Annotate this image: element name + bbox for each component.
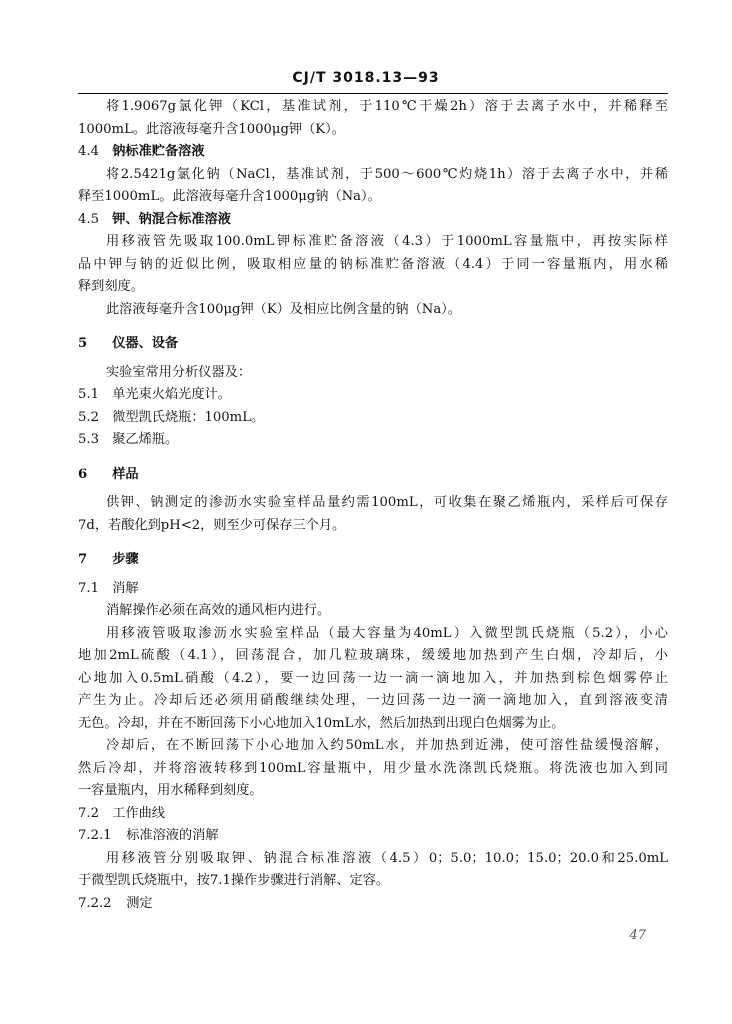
paragraph-line: 将2.5421g氯化钠（NaCl，基准试剂，于500～600℃灼烧1h）溶于去离子水中，并稀 — [106, 166, 668, 182]
item-text: 单光束火焰光度计。 — [112, 387, 231, 402]
paragraph-line: 然后冷却，并将溶液转移到100mL容量瓶中，用少量水洗涤凯氏烧瓶。将洗液也加入到同 — [78, 760, 668, 776]
section-title: 钠标准贮备溶液 — [112, 144, 205, 159]
item-number: 5.3 — [78, 432, 99, 447]
paragraph-line: 地加2mL硫酸（4.1），回荡混合，加几粒玻璃珠，缓缓地加热到产生白烟，冷却后，小 — [78, 648, 668, 663]
paragraph-line: 用移液管先吸取100.0mL钾标准贮备溶液（4.3）于1000mL容量瓶中，再按实际样 — [106, 234, 668, 249]
page-number: 47 — [629, 928, 646, 943]
paragraph-line: 用移液管吸取渗沥水实验室样品（最大容量为40mL）入微型凯氏烧瓶（5.2），小心 — [106, 625, 668, 641]
section-title: 标准溶液的消解 — [126, 828, 219, 843]
paragraph-line: 将1.9067g氯化钾（KCl，基准试剂，于110℃干燥2h）溶于去离子水中，并稀释至 — [106, 99, 668, 114]
section-title: 测定 — [126, 895, 153, 911]
section-heading-7-2 — [78, 803, 668, 826]
section-number: 7 — [78, 552, 88, 567]
header-rule — [78, 93, 668, 94]
section-heading-7 — [78, 549, 668, 572]
section-number: 7.2.1 — [78, 828, 112, 843]
section-number: 7.1 — [78, 580, 99, 596]
section-title: 步骤 — [112, 552, 139, 567]
paragraph-line: 冷却后，在不断回荡下小心地加入约50mL水，并加热到近沸，使可溶性盐缓慢溶解， — [106, 738, 668, 753]
section-title: 消解 — [112, 580, 139, 596]
paragraph-line: 心地加入0.5mL硝酸（4.2），要一边回荡一边一滴一滴地加入，并加热到棕色烟雾停止 — [78, 670, 668, 686]
paragraph-line: 无色。冷却，并在不断回荡下小心地加入10mL水，然后加热到出现白色烟雾为止。 — [78, 715, 565, 731]
paragraph-line: 7d，若酸化到pH<2，则至少可保存三个月。 — [78, 517, 346, 533]
item-text: 微型凯氏烧瓶：100mL。 — [112, 409, 265, 425]
paragraph-line: 释到刻度。 — [78, 279, 144, 294]
paragraph-line: 此溶液每毫升含100μg钾（K）及相应比例含量的钠（Na）。 — [106, 301, 461, 317]
document-header: CJ/T 3018.13—93 — [292, 70, 440, 86]
paragraph-line: 一容量瓶内，用水稀释到刻度。 — [78, 783, 263, 798]
document-body — [78, 96, 668, 915]
item-text: 聚乙烯瓶。 — [112, 432, 179, 447]
list-item — [78, 407, 668, 430]
paragraph-line: 实验室常用分析仪器及： — [106, 364, 252, 380]
paragraph-line: 品中钾与钠的近似比例，吸取相应量的钠标准贮备溶液（4.4）于同一容量瓶内，用水稀 — [78, 256, 668, 272]
section-number: 7.2 — [78, 805, 99, 821]
section-title: 工作曲线 — [112, 805, 165, 821]
paragraph-line: 释至1000mL。此溶液每毫升含1000μg钠（Na）。 — [78, 189, 381, 204]
section-heading-7-1 — [78, 578, 668, 601]
section-title: 仪器、设备 — [112, 336, 179, 351]
paragraph-line: 于微型凯氏烧瓶中，按7.1操作步骤进行消解、定容。 — [78, 873, 390, 888]
section-title: 钾、钠混合标准溶液 — [112, 211, 231, 227]
section-number: 4.5 — [78, 211, 99, 227]
item-number: 5.1 — [78, 387, 99, 402]
section-number: 6 — [78, 466, 88, 482]
paragraph-line: 用移液管分别吸取钾、钠混合标准溶液（4.5）0；5.0；10.0；15.0；20.0和25.0mL — [106, 850, 668, 866]
section-heading-7-2-1 — [78, 825, 668, 848]
item-number: 5.2 — [78, 409, 99, 425]
paragraph-line: 供钾、钠测定的渗沥水实验室样品量约需100mL，可收集在聚乙烯瓶内，采样后可保存 — [106, 495, 668, 510]
section-number: 7.2.2 — [78, 895, 112, 911]
section-number: 5 — [78, 336, 88, 351]
section-heading-4-5 — [78, 209, 668, 232]
list-item — [78, 429, 668, 452]
section-heading-4-4 — [78, 141, 668, 164]
section-heading-6 — [78, 464, 668, 487]
section-heading-7-2-2 — [78, 893, 668, 916]
paragraph-line: 产生为止。冷却后还必须用硝酸继续处理，一边回荡一边一滴一滴地加入，直到溶液变清 — [78, 693, 668, 708]
paragraph-line: 消解操作必须在高效的通风柜内进行。 — [106, 603, 331, 618]
list-item — [78, 384, 668, 407]
paragraph-line: 1000mL。此溶液每毫升含1000μg钾（K）。 — [78, 121, 345, 137]
section-title: 样品 — [112, 466, 139, 482]
section-number: 4.4 — [78, 144, 99, 159]
section-heading-5 — [78, 333, 668, 356]
